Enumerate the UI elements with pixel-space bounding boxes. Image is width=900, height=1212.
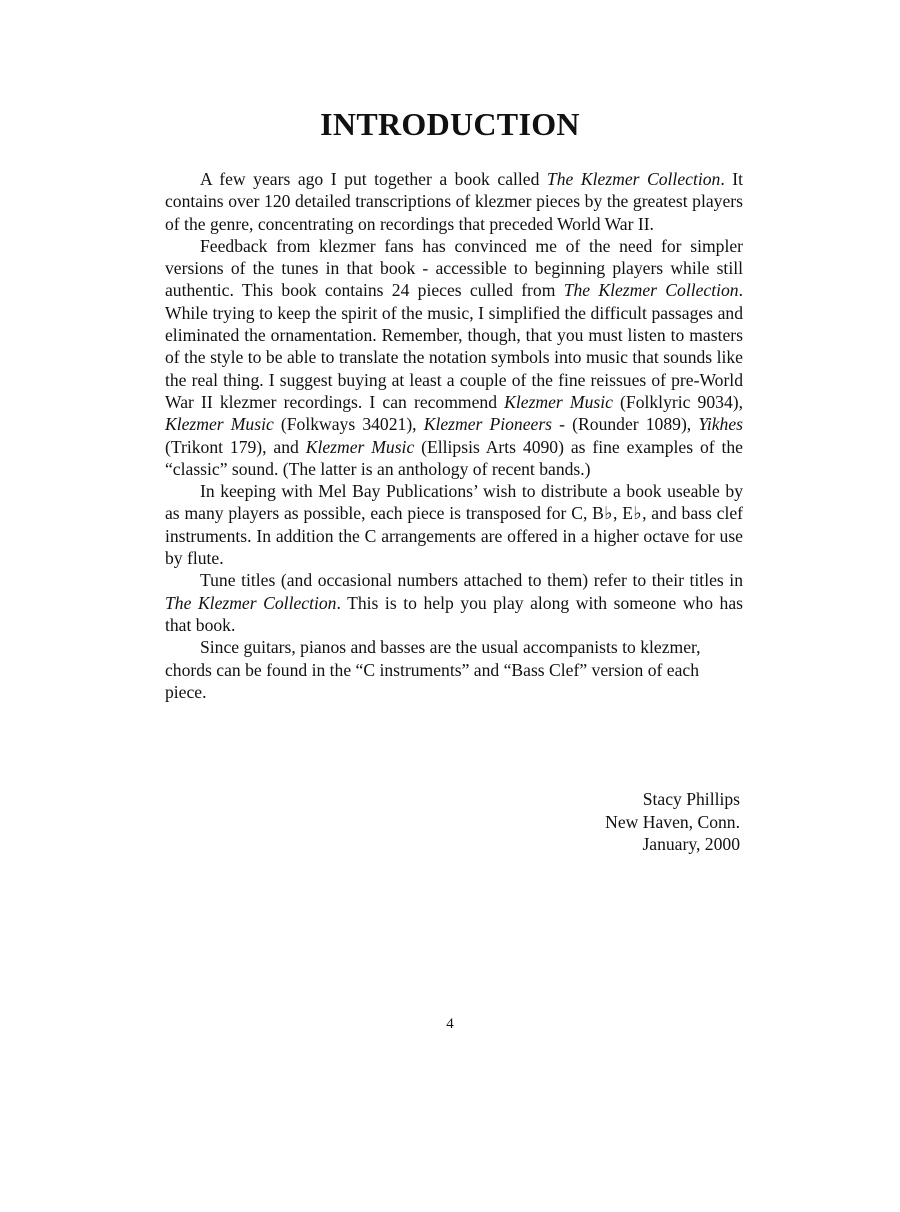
paragraph-2 xyxy=(165,235,743,480)
paragraph-text: Feedback from klezmer fans has convinced me of the need for simpler versions of the tunes in that book - accessible to beginning players while still authentic. This book contains 24 pieces culled from xyxy=(165,235,743,301)
book-title: The Klezmer Collection xyxy=(546,169,721,189)
album-title: Klezmer Music xyxy=(305,436,415,457)
paragraph-1 xyxy=(165,168,743,235)
book-title: The Klezmer Collection xyxy=(165,592,337,613)
paragraph-text: (Folklyric 9034), xyxy=(612,391,743,412)
author-location: New Haven, Conn. xyxy=(605,811,740,832)
paragraph-text: (Trikont 179), and xyxy=(165,436,306,457)
album-title: Klezmer Music xyxy=(504,391,613,412)
paragraph-text: (Ellipsis Arts 4090) as fine examples of the “classic” sound. (The latter is an anthology of recent bands.) xyxy=(165,436,743,479)
book-title: The Klezmer Collection xyxy=(563,280,739,301)
paragraph-text: . While trying to keep the spirit of the music, I simplified the difficult passages and eliminated the ornamentation. Remember, though, that you must listen to masters of the style to be able to translate the notation symbols into music that sounds like the real thing. I suggest buying at least a couple of the fine reissues of pre-World War II klezmer recordings. I can recommend xyxy=(165,280,743,412)
author-name: Stacy Phillips xyxy=(642,789,740,809)
paragraph-text: . This is to help you play along with someone who has that book. xyxy=(165,592,744,635)
paragraph-text: A few years ago I put together a book called xyxy=(200,169,547,189)
paragraph-5: Since guitars, pianos and basses are the usual accompanists to klezmer, chords can be found in the “C instruments” and “Bass Clef” version of each piece. xyxy=(165,637,701,702)
signature-date: January, 2000 xyxy=(642,834,740,854)
paragraph-text: - (Rounder 1089), xyxy=(552,414,699,435)
signature-block xyxy=(605,788,740,856)
album-title: Yikhes xyxy=(698,414,743,435)
introduction-body xyxy=(165,168,743,703)
paragraph-text: . It contains over 120 detailed transcriptions of klezmer pieces by the greatest players of the genre, concentrating on recordings that preceded World War II. xyxy=(165,169,743,234)
paragraph-3: In keeping with Mel Bay Publications’ wish to distribute a book useable by as many players as possible, each piece is transposed for C, B♭, E♭, and bass clef instruments. In addition the C arrangements are offered in a higher octave for use by flute. xyxy=(165,481,743,569)
album-title: Klezmer Pioneers xyxy=(423,414,553,435)
page-number: 4 xyxy=(446,1016,454,1032)
album-title: Klezmer Music xyxy=(165,414,274,435)
paragraph-text: (Folkways 34021), xyxy=(273,414,424,435)
paragraph-text: Tune titles (and occasional numbers attached to them) refer to their titles in xyxy=(200,570,743,591)
paragraph-4 xyxy=(165,569,743,636)
page-title: INTRODUCTION xyxy=(320,106,580,142)
